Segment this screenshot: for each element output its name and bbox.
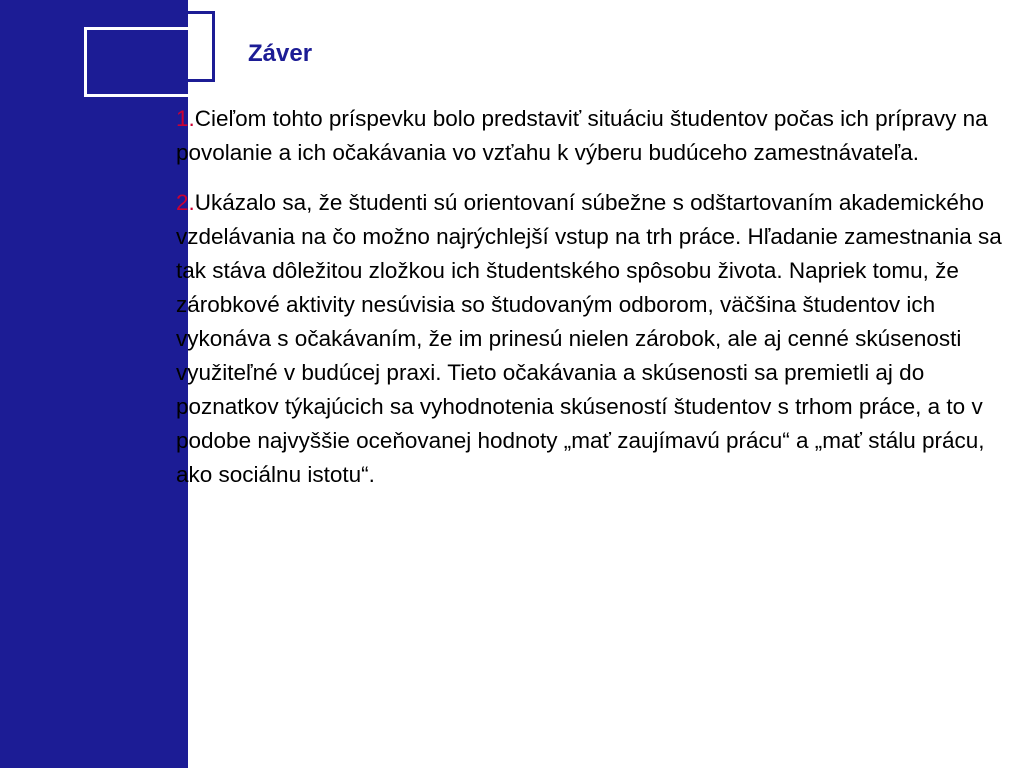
conclusion-list <box>176 102 1018 508</box>
conclusion-point-2 <box>176 186 1018 492</box>
point-text: Cieľom tohto príspevku bolo predstaviť situáciu študentov počas ich prípravy na povolanie a ich očakávania vo vzťahu k výberu budúceho zamestnávateľa. <box>176 106 988 165</box>
conclusion-point-1 <box>176 102 1018 170</box>
slide-title: Záver <box>248 40 313 67</box>
decorative-blue-frame <box>186 11 215 82</box>
point-number: 2. <box>176 190 195 215</box>
point-text: Ukázalo sa, že študenti sú orientovaní súbežne s odštartovaním akademického vzdelávania na čo možno najrýchlejší vstup na trh práce. Hľadanie zamestnania sa tak stáva dôležitou zložkou ich študentského spôsobu života. Napriek tomu, že zárobkové aktivity nesúvisia so študovaným odborom, väčšina študentov ich vykonáva s očakávaním, že im prinesú nielen zárobok, ale aj cenné skúsenosti využiteľné v budúcej praxi. Tieto očakávania a skúsenosti sa premietli aj do poznatkov týkajúcich sa vyhodnotenia skúseností študentov s trhom práce, a to v podobe najvyššie oceňovanej hodnoty „mať zaujímavú prácu“ a „mať stálu prácu, ako sociálnu istotu“. <box>176 190 1002 487</box>
side-color-band <box>0 0 188 768</box>
point-number: 1. <box>176 106 195 131</box>
